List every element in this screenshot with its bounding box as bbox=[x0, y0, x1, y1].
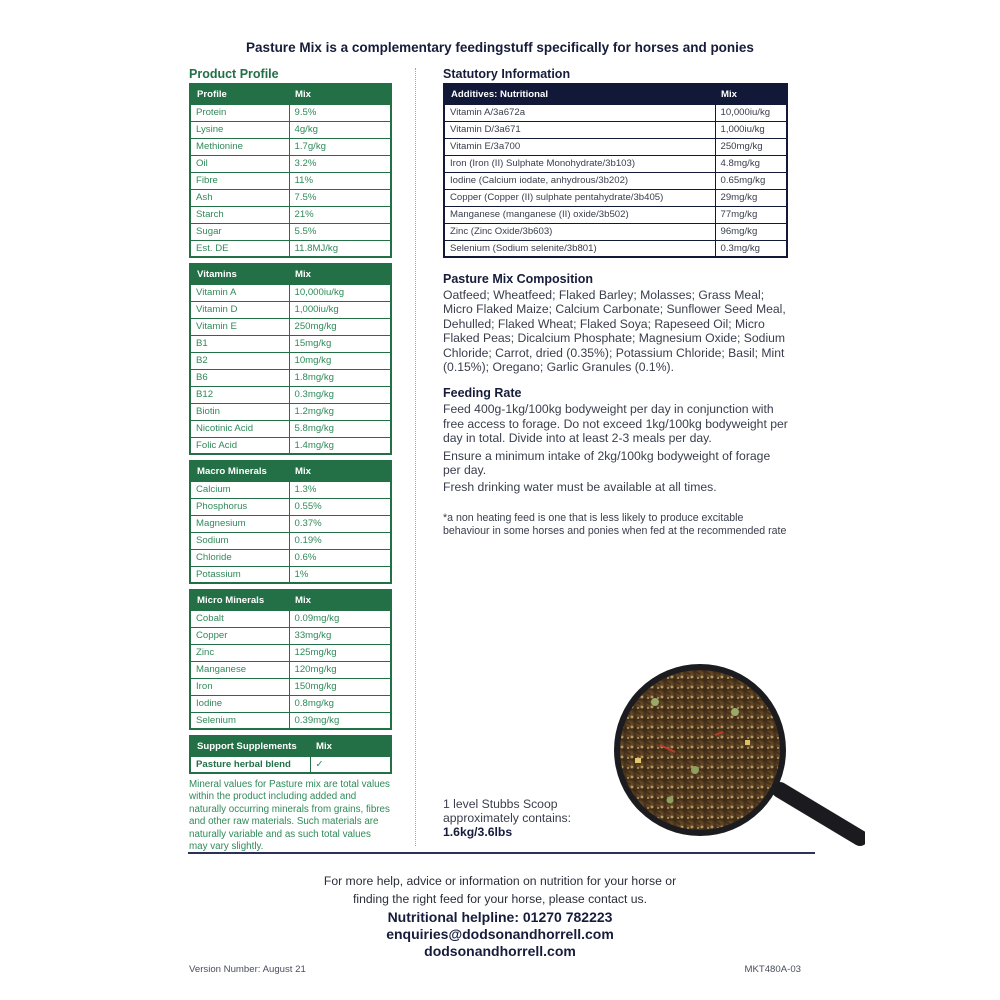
cell-label: Iodine (Calcium iodate, anhydrous/3b202) bbox=[444, 172, 715, 189]
cell-label: Pasture herbal blend bbox=[190, 756, 310, 773]
cell-value: 0.39mg/kg bbox=[289, 712, 391, 729]
table-row bbox=[190, 386, 391, 403]
cell-value: 125mg/kg bbox=[289, 644, 391, 661]
table-row bbox=[444, 223, 787, 240]
table-header: Mix bbox=[715, 84, 787, 104]
cell-value: 0.19% bbox=[289, 532, 391, 549]
cell-value: 10mg/kg bbox=[289, 352, 391, 369]
cell-label: Copper (Copper (II) sulphate pentahydrate/3b405) bbox=[444, 189, 715, 206]
table-header: Mix bbox=[310, 736, 391, 756]
cell-value: 1.4mg/kg bbox=[289, 437, 391, 454]
cell-value: 0.65mg/kg bbox=[715, 172, 787, 189]
table-row bbox=[444, 104, 787, 121]
cell-label: Sugar bbox=[190, 223, 289, 240]
document-code: MKT480A-03 bbox=[744, 964, 801, 975]
contact-intro-line-1: For more help, advice or information on nutrition for your horse or bbox=[323, 874, 677, 888]
support-supplements-table bbox=[189, 735, 392, 774]
table-header: Mix bbox=[289, 264, 391, 284]
cell-value: 9.5% bbox=[289, 104, 391, 121]
cell-label: Vitamin D/3a671 bbox=[444, 121, 715, 138]
table-row bbox=[190, 644, 391, 661]
cell-label: Zinc bbox=[190, 644, 289, 661]
cell-label: Vitamin A/3a672a bbox=[444, 104, 715, 121]
cell-value: 1% bbox=[289, 566, 391, 583]
table-row bbox=[444, 155, 787, 172]
feeding-paragraph: Ensure a minimum intake of 2kg/100kg bodyweight of forage per day. bbox=[443, 448, 771, 478]
cell-label: Phosphorus bbox=[190, 498, 289, 515]
cell-value: 250mg/kg bbox=[289, 318, 391, 335]
cell-label: Starch bbox=[190, 206, 289, 223]
cell-label: Est. DE bbox=[190, 240, 289, 257]
contact-intro bbox=[0, 872, 1000, 908]
cell-value: 1,000iu/kg bbox=[289, 301, 391, 318]
cell-label: Iodine bbox=[190, 695, 289, 712]
cell-label: Vitamin A bbox=[190, 284, 289, 301]
cell-value: 0.3mg/kg bbox=[289, 386, 391, 403]
table-row bbox=[190, 566, 391, 583]
feeding-title: Feeding Rate bbox=[443, 386, 522, 401]
statutory-column bbox=[443, 67, 788, 537]
table-header: Macro Minerals bbox=[190, 461, 289, 481]
table-row bbox=[444, 172, 787, 189]
table-row bbox=[190, 318, 391, 335]
table-row bbox=[190, 695, 391, 712]
cell-value: 1,000iu/kg bbox=[715, 121, 787, 138]
cell-label: Chloride bbox=[190, 549, 289, 566]
table-header: Vitamins bbox=[190, 264, 289, 284]
table-row bbox=[444, 189, 787, 206]
scoop-line-2: approximately contains: bbox=[443, 810, 572, 825]
table-row bbox=[190, 172, 391, 189]
cell-label: Lysine bbox=[190, 121, 289, 138]
table-row bbox=[190, 437, 391, 454]
contact-details bbox=[0, 909, 1000, 960]
table-row bbox=[190, 121, 391, 138]
table-row bbox=[190, 678, 391, 695]
cell-label: Oil bbox=[190, 155, 289, 172]
table-row bbox=[190, 549, 391, 566]
table-row bbox=[190, 661, 391, 678]
table-header: Mix bbox=[289, 590, 391, 610]
cell-value: 33mg/kg bbox=[289, 627, 391, 644]
cell-label: B6 bbox=[190, 369, 289, 386]
table-row bbox=[444, 206, 787, 223]
cell-label: Methionine bbox=[190, 138, 289, 155]
table-row bbox=[190, 610, 391, 627]
cell-value: 0.8mg/kg bbox=[289, 695, 391, 712]
table-row bbox=[190, 369, 391, 386]
product-profile-title: Product Profile bbox=[189, 67, 279, 81]
helpline: Nutritional helpline: 01270 782223 bbox=[387, 909, 613, 925]
table-row bbox=[190, 756, 391, 773]
footer-divider bbox=[188, 852, 815, 854]
table-row bbox=[190, 155, 391, 172]
feed-scoop-image bbox=[605, 660, 865, 860]
cell-label: Calcium bbox=[190, 481, 289, 498]
website-link[interactable]: dodsonandhorrell.com bbox=[424, 943, 576, 959]
additives-table bbox=[443, 83, 788, 258]
cell-value: 4.8mg/kg bbox=[715, 155, 787, 172]
cell-value: 0.37% bbox=[289, 515, 391, 532]
cell-value: 0.6% bbox=[289, 549, 391, 566]
column-divider bbox=[415, 68, 416, 846]
cell-value: 250mg/kg bbox=[715, 138, 787, 155]
table-row bbox=[190, 498, 391, 515]
table-row bbox=[190, 481, 391, 498]
cell-label: Manganese bbox=[190, 661, 289, 678]
table-row bbox=[444, 240, 787, 257]
cell-label: Magnesium bbox=[190, 515, 289, 532]
cell-value: 10,000iu/kg bbox=[715, 104, 787, 121]
cell-label: Folic Acid bbox=[190, 437, 289, 454]
cell-label: Manganese (manganese (II) oxide/3b502) bbox=[444, 206, 715, 223]
cell-value: 0.09mg/kg bbox=[289, 610, 391, 627]
table-row bbox=[190, 532, 391, 549]
check-icon: ✓ bbox=[310, 756, 391, 773]
composition-section bbox=[443, 272, 788, 374]
table-header: Additives: Nutritional bbox=[444, 84, 715, 104]
cell-value: 0.3mg/kg bbox=[715, 240, 787, 257]
scoop-info bbox=[443, 798, 571, 839]
table-row bbox=[190, 420, 391, 437]
mineral-note: Mineral values for Pasture mix are total values within the product including added and naturally occurring minerals from grains, fibres and other raw materials. Such materials are naturally variable and as such total values may vary slightly. bbox=[189, 779, 390, 853]
cell-value: 29mg/kg bbox=[715, 189, 787, 206]
cell-label: B2 bbox=[190, 352, 289, 369]
table-row bbox=[190, 712, 391, 729]
cell-label: Ash bbox=[190, 189, 289, 206]
cell-value: 21% bbox=[289, 206, 391, 223]
cell-label: Selenium bbox=[190, 712, 289, 729]
cell-value: 150mg/kg bbox=[289, 678, 391, 695]
table-row bbox=[190, 206, 391, 223]
vitamins-table bbox=[189, 263, 392, 455]
table-header: Mix bbox=[289, 84, 391, 104]
table-row bbox=[190, 352, 391, 369]
feeding-section bbox=[443, 386, 788, 494]
cell-value: 11.8MJ/kg bbox=[289, 240, 391, 257]
cell-label: B12 bbox=[190, 386, 289, 403]
table-row bbox=[190, 403, 391, 420]
cell-label: B1 bbox=[190, 335, 289, 352]
table-row bbox=[190, 627, 391, 644]
cell-value: 0.55% bbox=[289, 498, 391, 515]
cell-value: 5.8mg/kg bbox=[289, 420, 391, 437]
cell-label: Vitamin D bbox=[190, 301, 289, 318]
table-row bbox=[190, 301, 391, 318]
table-row bbox=[190, 189, 391, 206]
cell-label: Zinc (Zinc Oxide/3b603) bbox=[444, 223, 715, 240]
scoop-amount: 1.6kg/3.6lbs bbox=[443, 824, 513, 839]
cell-value: 3.2% bbox=[289, 155, 391, 172]
contact-intro-line-2: finding the right feed for your horse, please contact us. bbox=[352, 892, 648, 906]
table-row bbox=[190, 138, 391, 155]
composition-text: Oatfeed; Wheatfeed; Flaked Barley; Molasses; Grass Meal; Micro Flaked Maize; Calcium Carbonate; Sunflower Seed Meal, Dehulled; Flaked Wheat; Flaked Soya; Rapeseed Oil; Micro Flaked Peas; Dicalcium Phosphate; Magnesium Oxide; Sodium Chloride; Carrot, dried (0.35%); Potassium Chloride; Basil; Mint (0.15%); Oregano; Garlic Granules (0.1%). bbox=[443, 288, 786, 375]
scoop-line-1: 1 level Stubbs Scoop bbox=[443, 797, 558, 811]
cell-label: Copper bbox=[190, 627, 289, 644]
cell-value: 77mg/kg bbox=[715, 206, 787, 223]
product-profile-column bbox=[189, 67, 392, 853]
cell-label: Fibre bbox=[190, 172, 289, 189]
cell-value: 4g/kg bbox=[289, 121, 391, 138]
cell-value: 1.3% bbox=[289, 481, 391, 498]
table-row bbox=[190, 335, 391, 352]
cell-value: 10,000iu/kg bbox=[289, 284, 391, 301]
feeding-paragraph: Feed 400g-1kg/100kg bodyweight per day in conjunction with free access to forage. Do not exceed 1kg/100kg bodyweight per day in total. Divide into at least 2-3 meals per day. bbox=[443, 402, 788, 446]
cell-value: 1.8mg/kg bbox=[289, 369, 391, 386]
table-row bbox=[190, 223, 391, 240]
table-row bbox=[190, 284, 391, 301]
table-header: Micro Minerals bbox=[190, 590, 289, 610]
cell-value: 96mg/kg bbox=[715, 223, 787, 240]
cell-label: Iron bbox=[190, 678, 289, 695]
cell-value: 15mg/kg bbox=[289, 335, 391, 352]
cell-label: Cobalt bbox=[190, 610, 289, 627]
cell-value: 11% bbox=[289, 172, 391, 189]
cell-label: Vitamin E/3a700 bbox=[444, 138, 715, 155]
table-header: Support Supplements bbox=[190, 736, 310, 756]
page-title: Pasture Mix is a complementary feedingstuff specifically for horses and ponies bbox=[246, 40, 754, 55]
table-row bbox=[190, 240, 391, 257]
table-header: Profile bbox=[190, 84, 289, 104]
cell-label: Selenium (Sodium selenite/3b801) bbox=[444, 240, 715, 257]
cell-label: Biotin bbox=[190, 403, 289, 420]
feeding-paragraph: Fresh drinking water must be available at all times. bbox=[443, 480, 717, 495]
table-row bbox=[190, 515, 391, 532]
non-heating-footnote: *a non heating feed is one that is less likely to produce excitable behaviour in some horses and ponies when fed at the recommended rate bbox=[443, 511, 787, 537]
statutory-title: Statutory Information bbox=[443, 67, 571, 81]
cell-value: 5.5% bbox=[289, 223, 391, 240]
micro-minerals-table bbox=[189, 589, 392, 730]
cell-label: Sodium bbox=[190, 532, 289, 549]
cell-label: Protein bbox=[190, 104, 289, 121]
cell-label: Iron (Iron (II) Sulphate Monohydrate/3b103) bbox=[444, 155, 715, 172]
macro-minerals-table bbox=[189, 460, 392, 584]
table-row bbox=[444, 138, 787, 155]
email-link[interactable]: enquiries@dodsonandhorrell.com bbox=[386, 926, 614, 942]
cell-value: 120mg/kg bbox=[289, 661, 391, 678]
cell-label: Potassium bbox=[190, 566, 289, 583]
profile-table bbox=[189, 83, 392, 258]
table-row bbox=[444, 121, 787, 138]
cell-label: Vitamin E bbox=[190, 318, 289, 335]
cell-value: 1.2mg/kg bbox=[289, 403, 391, 420]
version-number: Version Number: August 21 bbox=[189, 964, 306, 975]
composition-title: Pasture Mix Composition bbox=[443, 272, 594, 286]
cell-value: 7.5% bbox=[289, 189, 391, 206]
cell-value: 1.7g/kg bbox=[289, 138, 391, 155]
table-header: Mix bbox=[289, 461, 391, 481]
table-row bbox=[190, 104, 391, 121]
cell-label: Nicotinic Acid bbox=[190, 420, 289, 437]
